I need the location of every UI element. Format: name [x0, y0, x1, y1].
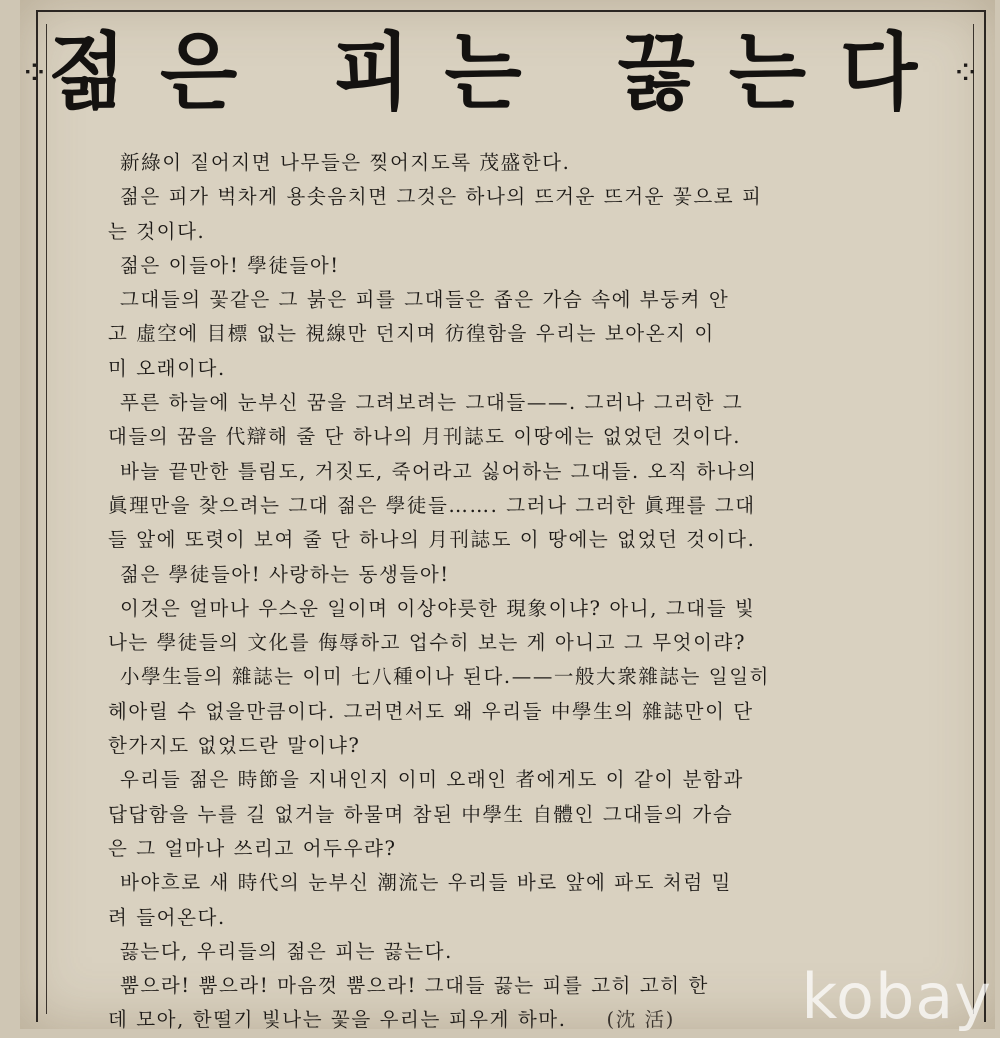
text-line: 이것은 얼마나 우스운 일이며 이상야릇한 現象이냐? 아니, 그대들 빛	[120, 596, 756, 620]
text-line: 끓는다, 우리들의 젊은 피는 끓는다.	[120, 939, 453, 963]
watermark-logo: kobay	[801, 960, 992, 1033]
text-line: 바야흐로 새 時代의 눈부신 潮流는 우리들 바로 앞에 파도 처럼 밀	[120, 871, 732, 895]
text-line: 뿜으라! 뿜으라! 마음껏 뿜으라! 그대들 끓는 피를 고히 고히 한	[120, 974, 709, 998]
text-line: 는 것이다.	[108, 219, 206, 243]
text-line: 젊은 피가 벅차게 용솟음치면 그것은 하나의 뜨거운 뜨거운 꽃으로 피	[120, 185, 763, 209]
text-line: 우리들 젊은 時節을 지내인지 이미 오래인 者에게도 이 같이 분함과	[120, 768, 744, 792]
text-line: 은 그 얼마나 쓰리고 어두우랴?	[108, 836, 397, 860]
text-line: 들 앞에 또렷이 보여 줄 단 하나의 月刊誌도 이 땅에는 없었던 것이다.	[108, 528, 756, 552]
author-signature: (沈 活)	[606, 1008, 675, 1032]
text-line: 新綠이 짙어지면 나무들은 찢어지도록 茂盛한다.	[120, 151, 571, 174]
text-line: 바늘 끝만한 틀림도, 거짓도, 죽어라고 싫어하는 그대들. 오직 하나의	[120, 459, 758, 483]
left-ornament-icon: ⁘	[20, 53, 49, 93]
text-line: 고 虛空에 目標 없는 視線만 던지며 彷徨함을 우리는 보아온지 이	[108, 322, 715, 346]
text-line: 헤아릴 수 없을만큼이다. 그러면서도 왜 우리들 中學生의 雜誌만이 단	[108, 699, 754, 723]
headline-row	[20, 18, 980, 128]
text-line: 그대들의 꽃같은 그 붉은 피를 그대들은 좁은 가슴 속에 부둥켜 안	[120, 288, 730, 312]
text-line: 젊은 이들아! 學徒들아!	[120, 253, 340, 277]
text-line: 小學生들의 雜誌는 이미 七八種이나 된다.——一般大衆雜誌는 일일히	[120, 665, 771, 689]
headline: 젊은 피는 끓는다	[48, 23, 952, 122]
text-line: 眞理만을 찾으려는 그대 젊은 學徒들……. 그러나 그러한 眞理를 그대	[108, 493, 756, 517]
article-body	[108, 146, 968, 1038]
text-line: 나는 學徒들의 文化를 侮辱하고 업수히 보는 게 아니고 그 무엇이랴?	[108, 631, 747, 655]
text-line: 한가지도 없었드란 말이냐?	[108, 734, 361, 758]
right-ornament-icon: ⁘	[951, 53, 980, 93]
text-line: 대들의 꿈을 代辯해 줄 단 하나의 月刊誌도 이땅에는 없었던 것이다.	[108, 425, 742, 449]
text-line: 미 오래이다.	[108, 356, 226, 380]
text-line: 답답함을 누를 길 없거늘 하물며 참된 中學生 自體인 그대들의 가슴	[108, 802, 734, 826]
text-line: 려 들어온다.	[108, 905, 226, 929]
text-line: 푸른 하늘에 눈부신 꿈을 그려보려는 그대들——. 그러나 그러한 그	[120, 391, 744, 415]
text-line: 젊은 學徒들아! 사랑하는 동생들아!	[120, 562, 450, 586]
text-line: 데 모아, 한떨기 빛나는 꽃을 우리는 피우게 하마.	[108, 1008, 567, 1032]
